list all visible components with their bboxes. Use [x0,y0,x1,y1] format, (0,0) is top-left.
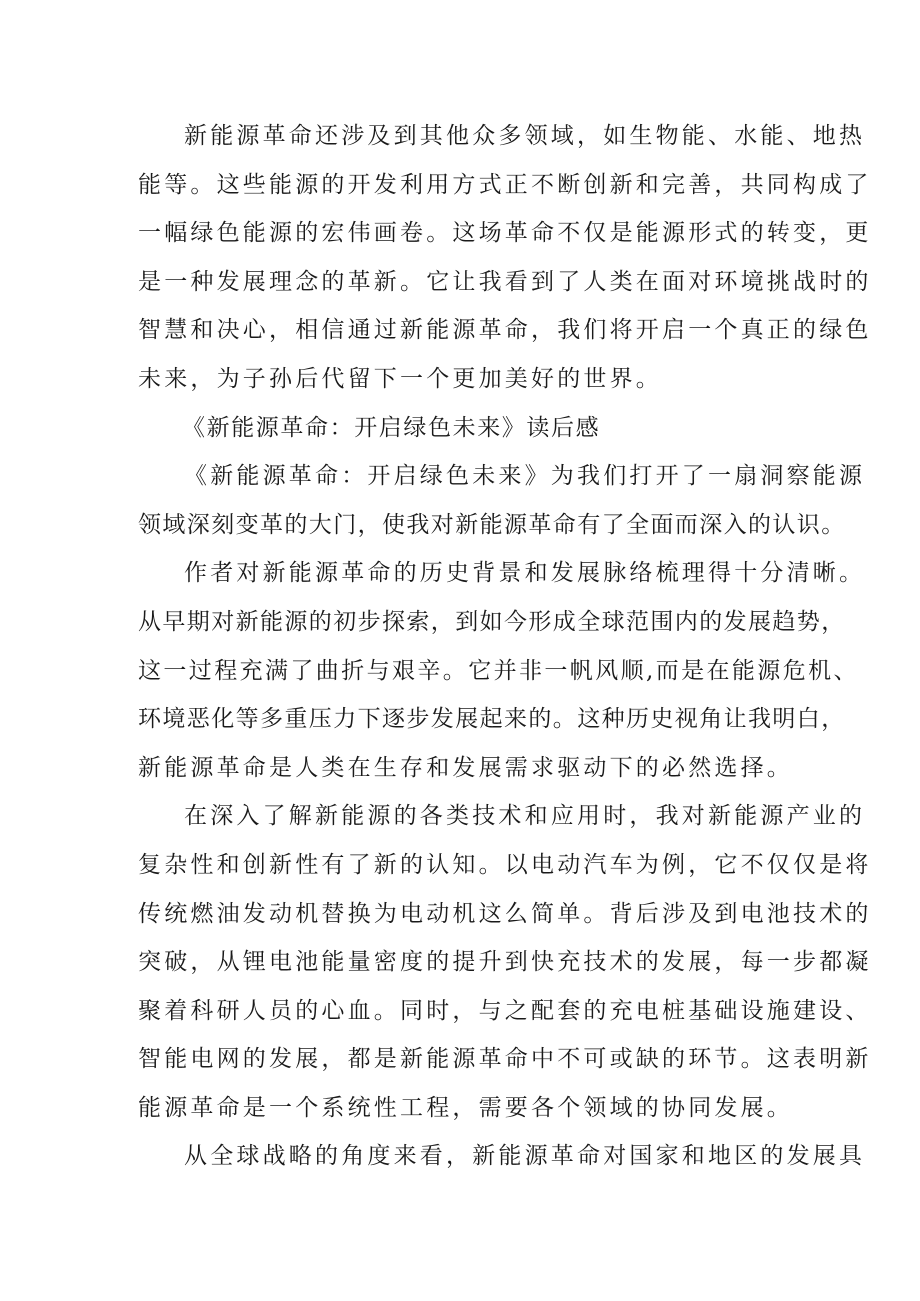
text-line: 传统燃油发动机替换为电动机这么简单。背后涉及到电池技术的 [138,900,872,927]
text-line: 是一种发展理念的革新。它让我看到了人类在面对环境挑战时的 [138,268,872,295]
text-line: 聚着科研人员的心血。同时，与之配套的充电桩基础设施建设、 [138,997,872,1024]
text-line: 突破，从锂电池能量密度的提升到快充技术的发展，每一步都凝 [138,949,872,976]
text-line: 新能源革命还涉及到其他众多领域，如生物能、水能、地热 [184,123,866,149]
text-line: 作者对新能源革命的历史背景和发展脉络梳理得十分清晰。 [184,560,866,587]
text-line: 未来，为子孙后代留下一个更加美好的世界。 [138,365,662,392]
text-line: 复杂性和创新性有了新的认知。以电动汽车为例，它不仅仅是将 [138,851,872,878]
text-line: 《新能源革命：开启绿色未来》为我们打开了一扇洞察能源 [184,463,866,490]
text-line: 从早期对新能源的初步探索，到如今形成全球范围内的发展趋势， [138,608,846,635]
text-line: 在深入了解新能源的各类技术和应用时，我对新能源产业的 [184,803,866,830]
text-line: 从全球战略的角度来看，新能源革命对国家和地区的发展具 [184,1143,866,1170]
document-page [138,112,872,1181]
text-line: 环境恶化等多重压力下逐步发展起来的。这种历史视角让我明白， [138,706,846,733]
text-line: 这一过程充满了曲折与艰辛。它并非一帆风顺,而是在能源危机、 [138,657,859,684]
text-line: 能等。这些能源的开发利用方式正不断创新和完善，共同构成了 [138,171,872,198]
text-line: 领域深刻变革的大门，使我对新能源革命有了全面而深入的认识。 [138,511,846,538]
section-title: 《新能源革命：开启绿色未来》读后感 [182,414,601,441]
text-line: 能源革命是一个系统性工程，需要各个领域的协同发展。 [138,1094,793,1121]
text-line: 一幅绿色能源的宏伟画卷。这场革命不仅是能源形式的转变，更 [138,220,872,247]
text-line: 新能源革命是人类在生存和发展需求驱动下的必然选择。 [138,754,793,781]
text-line: 智慧和决心，相信通过新能源革命，我们将开启一个真正的绿色 [138,317,872,344]
text-line: 智能电网的发展，都是新能源革命中不可或缺的环节。这表明新 [138,1046,872,1073]
